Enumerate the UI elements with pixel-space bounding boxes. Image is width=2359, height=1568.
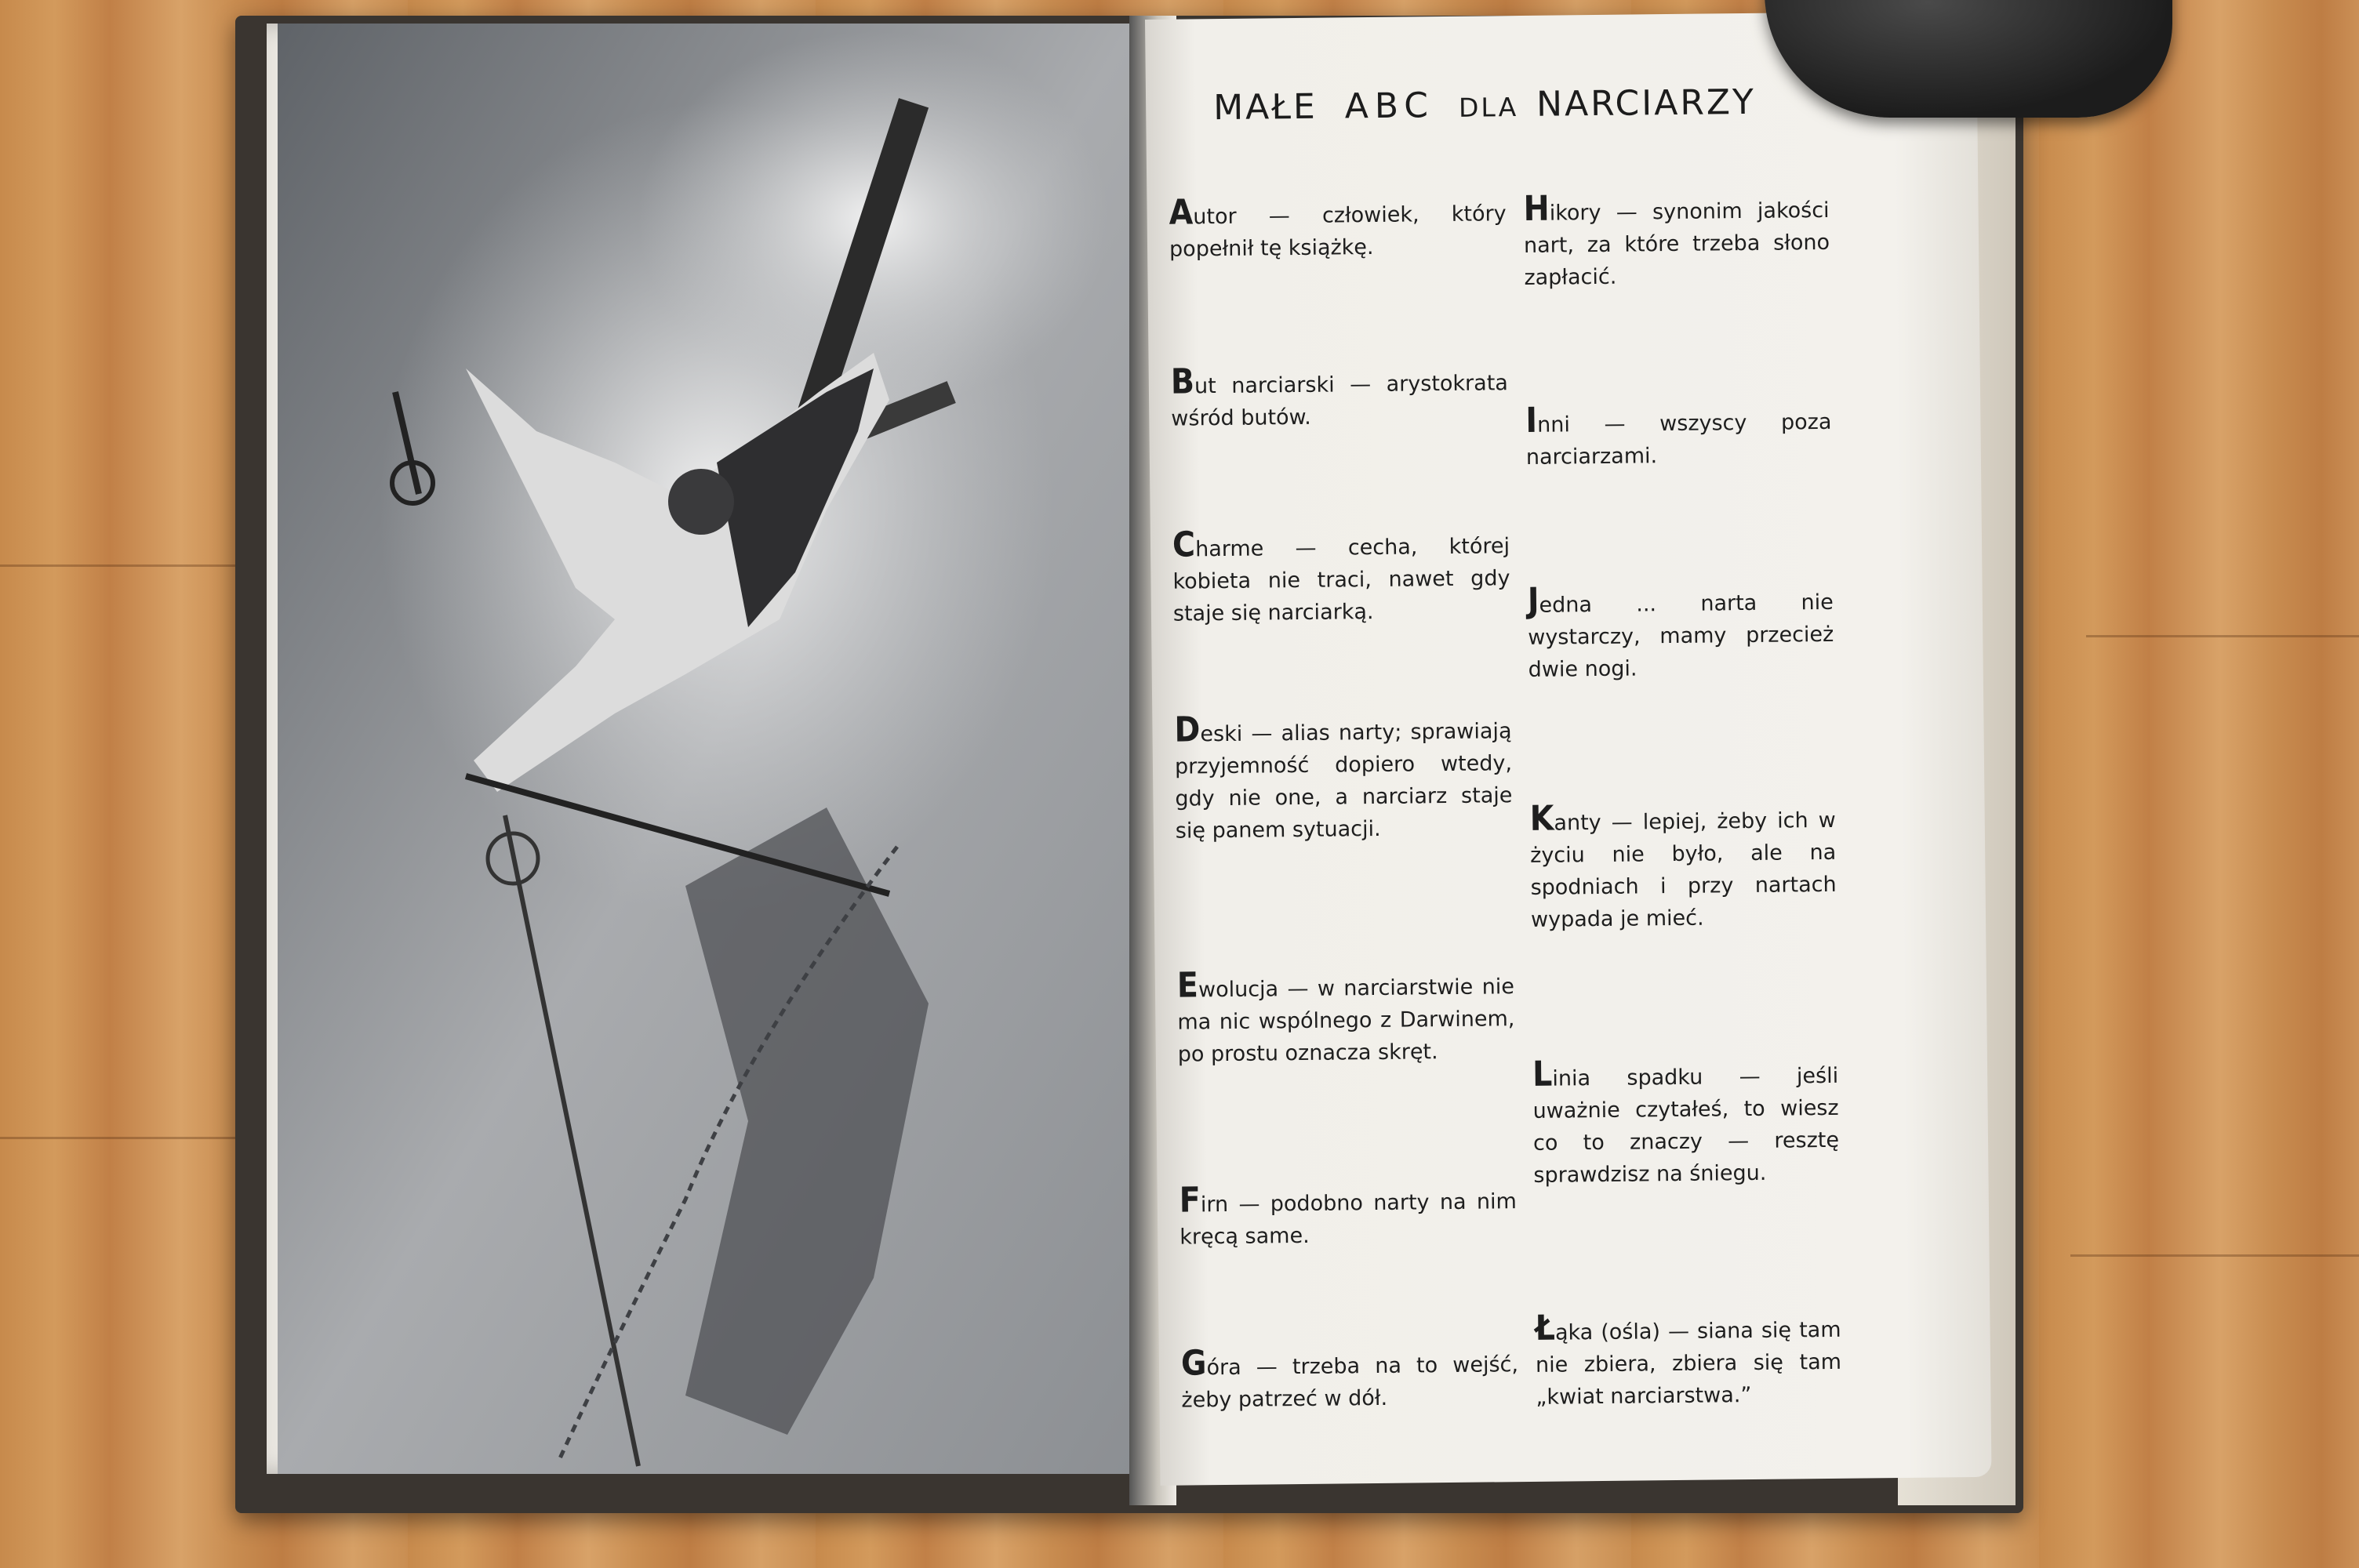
entry-text: ut narciarski — arystokrata wśród butów. xyxy=(1171,371,1509,431)
glossary-entry-g xyxy=(1180,1343,1519,1416)
glossary-entry-d xyxy=(1174,710,1513,847)
entry-text: ikory — synonim jakości nart, za które trzeba słono zapłacić. xyxy=(1523,198,1830,290)
entry-initial: A xyxy=(1169,192,1192,233)
camera-object xyxy=(1765,0,2172,118)
entry-initial: E xyxy=(1176,965,1198,1006)
skier-head xyxy=(668,469,734,535)
glossary-entry-h xyxy=(1523,188,1830,294)
entry-text: anty — lepiej, żeby ich w życiu nie było, ale na spodniach i przy nartach wypada je mieć. xyxy=(1530,808,1837,932)
entry-initial: H xyxy=(1523,188,1548,229)
entry-initial: J xyxy=(1527,580,1538,621)
glossary-entry-l-stroke xyxy=(1535,1308,1842,1414)
entry-text: inia spadku — jeśli uważnie czytałeś, to wiesz co to znaczy — resztę sprawdzisz na śniegu. xyxy=(1532,1063,1840,1188)
title-word: NARCIARZY xyxy=(1536,82,1757,125)
wood-plank-seam xyxy=(0,1137,235,1139)
entry-initial: Ł xyxy=(1535,1308,1554,1348)
right-page xyxy=(1145,11,1992,1486)
entry-initial: I xyxy=(1525,400,1536,441)
entry-initial: L xyxy=(1532,1054,1551,1094)
glossary-entry-e xyxy=(1176,965,1515,1070)
entry-text: edna ... narta nie wystarczy, mamy przecież dwie nogi. xyxy=(1528,590,1834,682)
glossary-entry-b xyxy=(1170,361,1509,434)
entry-initial: C xyxy=(1172,524,1194,565)
title-word: ABC xyxy=(1344,85,1435,127)
glossary-entry-c xyxy=(1172,524,1510,630)
entry-text: wolucja — w narciarstwie nie ma nic wspólnego z Darwinem, po prostu oznacza skręt. xyxy=(1177,975,1515,1067)
glossary-entry-j xyxy=(1527,580,1834,686)
wood-plank-seam xyxy=(2086,635,2359,637)
glossary-entry-l xyxy=(1532,1054,1840,1192)
entry-text: eski — alias narty; sprawiają przyjemność dopiero wtedy, gdy nie one, a narciarz staje się panem sytuacji. xyxy=(1174,719,1513,844)
entry-text: harme — cecha, której kobieta nie traci, nawet gdy staje się narciarką. xyxy=(1172,534,1510,626)
wood-plank-seam xyxy=(2070,1254,2359,1257)
entry-text: ąka (ośla) — siana się tam nie zbiera, zbiera się tam „kwiat narciarstwa.” xyxy=(1535,1317,1842,1410)
glossary-entry-f xyxy=(1179,1180,1518,1253)
page-title xyxy=(1213,82,1856,129)
glossary-entry-k xyxy=(1529,798,1837,936)
wood-plank-seam xyxy=(0,564,235,567)
entry-text: nni — wszyscy poza narciarzami. xyxy=(1525,409,1832,470)
entry-initial: F xyxy=(1179,1180,1200,1221)
glossary-entry-a xyxy=(1169,192,1507,265)
title-word: DLA xyxy=(1458,92,1519,123)
entry-initial: K xyxy=(1529,798,1553,839)
entry-initial: B xyxy=(1170,361,1194,402)
glossary-entry-i xyxy=(1525,400,1832,474)
entry-text: óra — trzeba na to wejść, żeby patrzeć w dół. xyxy=(1181,1352,1519,1413)
entry-text: irn — podobno narty na nim kręcą same. xyxy=(1180,1189,1517,1250)
entry-initial: G xyxy=(1180,1343,1205,1384)
skier-photograph xyxy=(278,24,1132,1474)
entry-initial: D xyxy=(1174,710,1199,750)
title-word: MAŁE xyxy=(1212,86,1318,129)
entry-text: utor — człowiek, który popełnił tę książkę. xyxy=(1169,201,1507,262)
